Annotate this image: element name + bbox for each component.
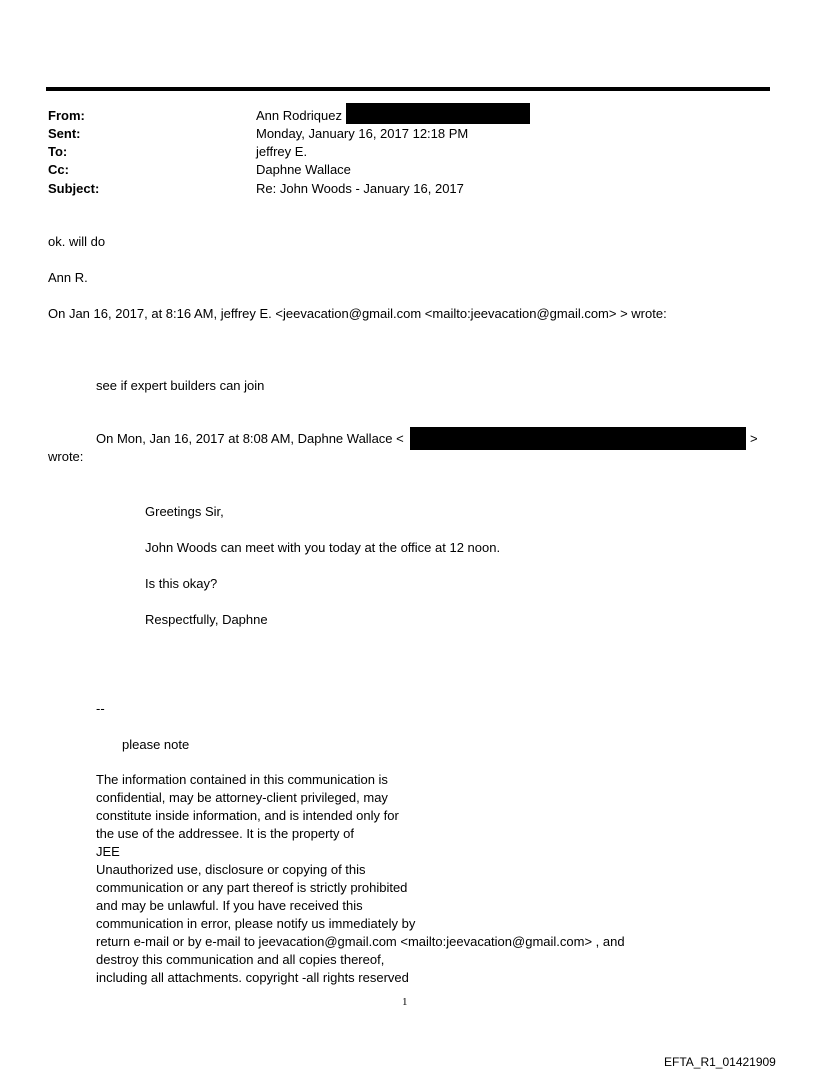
disclaimer-line: destroy this communication and all copies thereof,: [96, 952, 385, 967]
disclaimer-line: confidential, may be attorney-client privileged, may: [96, 790, 388, 805]
from-label: From:: [48, 108, 85, 123]
disclaimer-line: and may be unlawful. If you have received this: [96, 898, 363, 913]
greeting: Greetings Sir,: [145, 504, 224, 519]
disclaimer-line: communication or any part thereof is strictly prohibited: [96, 880, 408, 895]
subject-value: Re: John Woods - January 16, 2017: [256, 181, 464, 196]
disclaimer-line: The information contained in this communication is: [96, 772, 388, 787]
signature-separator: --: [96, 701, 105, 716]
sent-value: Monday, January 16, 2017 12:18 PM: [256, 126, 469, 141]
quote2-header-wrap: wrote:: [48, 449, 84, 464]
please-note: please note: [122, 737, 190, 752]
reply-line: ok. will do: [48, 234, 106, 249]
sent-label: Sent:: [48, 126, 81, 141]
quote2-header-start: On Mon, Jan 16, 2017 at 8:08 AM, Daphne Wallace <: [96, 431, 404, 446]
to-label: To:: [48, 144, 68, 159]
page-number: 1: [402, 996, 408, 1008]
redaction-box: [346, 103, 530, 124]
disclaimer-line: constitute inside information, and is intended only for: [96, 808, 399, 823]
quote2-header-end: >: [750, 431, 758, 446]
disclaimer-line: the use of the addressee. It is the property of: [96, 826, 354, 841]
closing-signature: Respectfully, Daphne: [145, 612, 268, 627]
disclaimer-line: Unauthorized use, disclosure or copying of this: [96, 862, 366, 877]
disclaimer-line: communication in error, please notify us immediately by: [96, 916, 416, 931]
disclaimer-line: including all attachments. copyright -all rights reserved: [96, 970, 409, 985]
cc-label: Cc:: [48, 162, 69, 177]
message-text: John Woods can meet with you today at the office at 12 noon.: [145, 540, 501, 555]
reply-signature: Ann R.: [48, 270, 88, 285]
question-text: Is this okay?: [145, 576, 218, 591]
document-id: EFTA_R1_01421909: [664, 1055, 776, 1069]
disclaimer-line: JEE: [96, 844, 120, 859]
quote1-header: On Jan 16, 2017, at 8:16 AM, jeffrey E. <jeevacation@gmail.com <mailto:jeevacation@gmail.com> > wrote:: [48, 306, 667, 321]
cc-value: Daphne Wallace: [256, 162, 351, 177]
subject-label: Subject:: [48, 181, 100, 196]
header-rule: [46, 87, 770, 91]
redaction-box: [410, 427, 746, 450]
from-value: Ann Rodriquez: [256, 108, 342, 123]
disclaimer-block: [96, 771, 625, 987]
to-value: jeffrey E.: [256, 144, 308, 159]
quote1-text: see if expert builders can join: [96, 378, 265, 393]
disclaimer-line: return e-mail or by e-mail to jeevacation@gmail.com <mailto:jeevacation@gmail.com> , and: [96, 934, 625, 949]
